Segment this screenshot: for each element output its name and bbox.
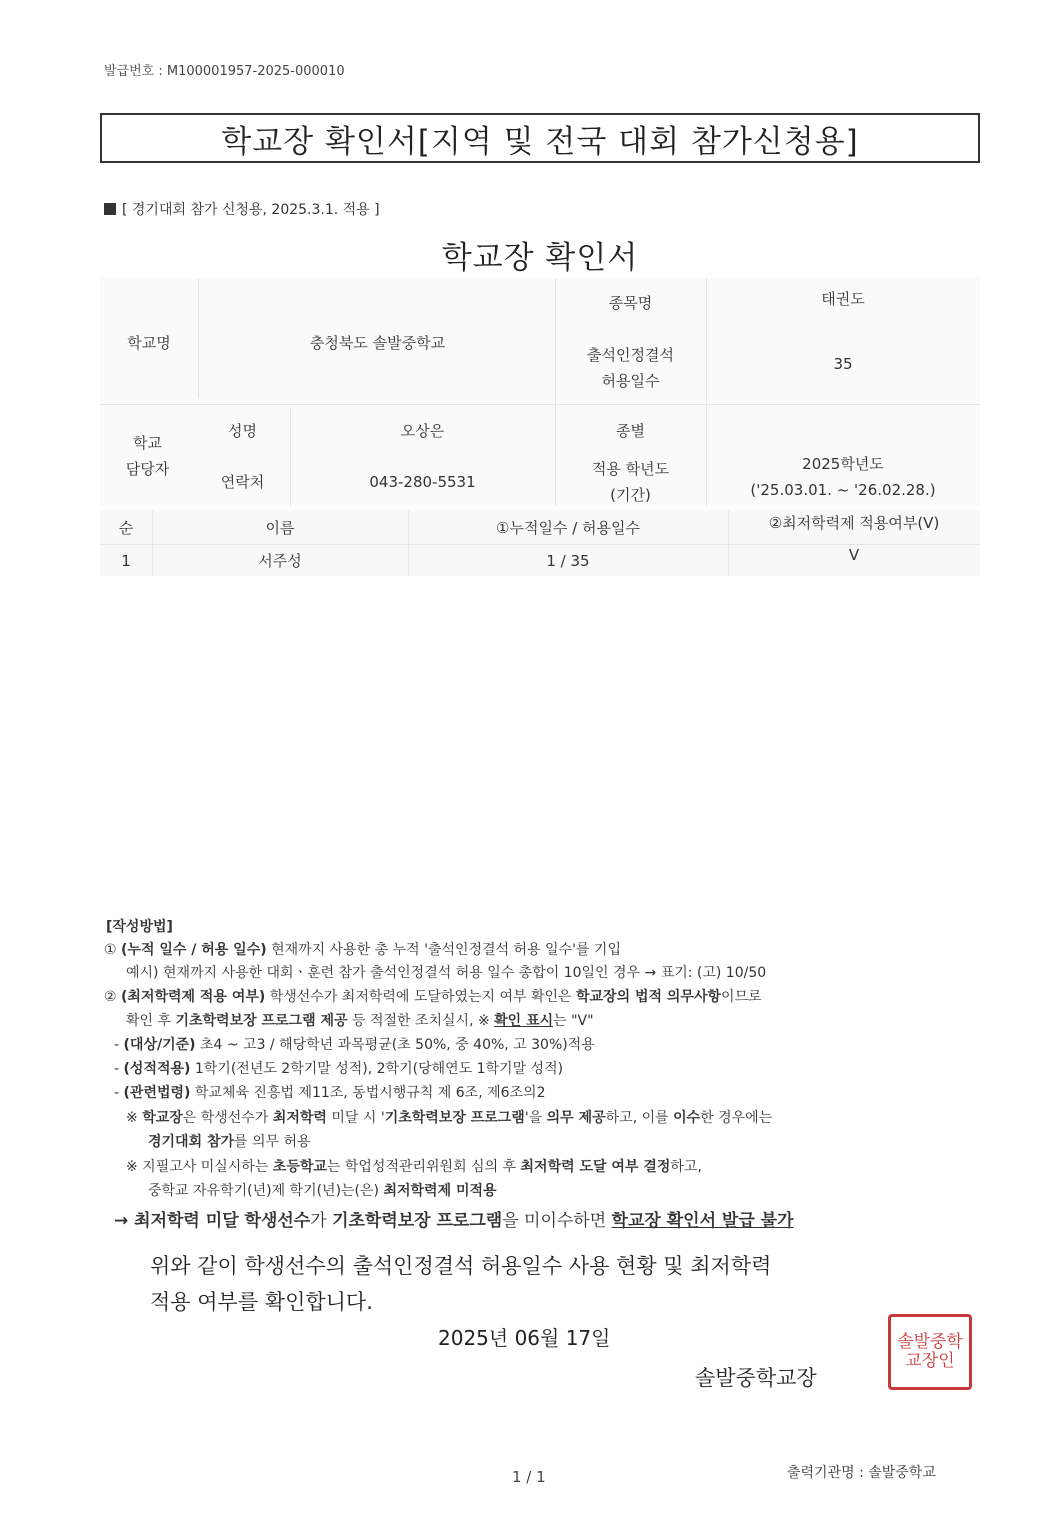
method-line-12: → 최저학력 미달 학생선수가 기초학력보장 프로그램을 미이수하면 학교장 확인서 발급 불가 [114, 1211, 794, 1231]
school-year-label-line2: (기간) [610, 486, 651, 504]
confirmation-statement [150, 1248, 771, 1320]
allowed-days-label-line2: 허용일수 [601, 372, 660, 390]
issuing-organization: 출력기관명 : 솔발중학교 [787, 1465, 936, 1481]
manager-name-value: 오상은 [400, 422, 445, 440]
application-note [104, 199, 380, 219]
sport-value: 태권도 [821, 290, 865, 308]
method-line-3: ② (최저학력제 적용 여부) 학생선수가 최저학력에 도달하였는지 여부 확인은 학교장의 법적 의무사항이므로 [104, 989, 762, 1005]
sport-label: 종목명 [608, 294, 653, 312]
row-days: 1 / 35 [546, 552, 590, 570]
allowed-days-value: 35 [833, 355, 853, 373]
issue-number: 발급번호 : M100001957-2025-000010 [104, 64, 345, 79]
school-info-table [100, 278, 980, 506]
method-line-11: 중학교 자유학기(년)제 학기(년)는(은) 최저학력제 미적용 [148, 1183, 497, 1199]
school-manager-label-line2: 담당자 [125, 460, 170, 478]
school-manager-label [100, 430, 195, 482]
page-number: 1 / 1 [512, 1468, 546, 1486]
principal-signature: 솔발중학교장 [695, 1366, 817, 1390]
student-list-table [100, 510, 980, 576]
category-label: 종별 [616, 422, 645, 440]
method-line-5: - (대상/기준) 초4 ~ 고3 / 해당학년 과목평균(초 50%, 중 40%, 고 30%)적용 [114, 1037, 595, 1053]
page-title: 학교장 확인서 [441, 240, 639, 276]
header-min-academic: ②최저학력제 적용여부(V) [768, 514, 940, 532]
school-year-label-line1: 적용 학년도 [591, 460, 670, 478]
school-manager-label-line1: 학교 [133, 434, 162, 452]
official-seal: 솔발중학교장인 [888, 1314, 972, 1390]
issue-date: 2025년 06월 17일 [438, 1326, 611, 1350]
method-line-8: ※ 학교장은 학생선수가 최저학력 미달 시 '기초학력보장 프로그램'을 의무 제공하고, 이를 이수한 경우에는 [126, 1110, 773, 1126]
method-heading: [작성방법] [106, 919, 173, 935]
school-year-value [706, 451, 980, 503]
row-name: 서주성 [258, 552, 302, 570]
method-line-4: 확인 후 기초학력보장 프로그램 제공 등 적절한 조치실시, ※ 확인 표시는 "V" [126, 1013, 594, 1029]
school-name-value: 충청북도 솔발중학교 [309, 334, 446, 352]
school-year-value-line1: 2025학년도 [802, 455, 884, 473]
method-line-6: - (성적적용) 1학기(전년도 2학기말 성적), 2학기(당해연도 1학기말 성적) [114, 1061, 564, 1077]
square-bullet-icon [104, 203, 116, 215]
row-no: 1 [121, 552, 131, 570]
manager-name-label: 성명 [228, 422, 257, 440]
method-line-9: 경기대회 참가를 의무 허용 [148, 1134, 311, 1150]
allowed-days-label-line1: 출석인정결석 [587, 346, 674, 364]
row-applied: V [848, 546, 860, 564]
school-year-label [555, 456, 706, 508]
application-note-text: [ 경기대회 참가 신청용, 2025.3.1. 적용 ] [122, 202, 380, 218]
contact-value: 043-280-5531 [369, 473, 476, 491]
confirmation-line-1: 위와 같이 학생선수의 출석인정결석 허용일수 사용 현황 및 최저학력 [150, 1254, 772, 1278]
method-line-2: 예시) 현재까지 사용한 대회ㆍ훈련 참가 출석인정결석 허용 일수 총합이 10일인 경우 → 표기: (고) 10/50 [126, 965, 767, 981]
header-days: ①누적일수 / 허용일수 [496, 519, 640, 537]
method-line-10: ※ 지필고사 미실시하는 초등학교는 학업성적관리위원회 심의 후 최저학력 도달 여부 결정하고, [126, 1159, 702, 1175]
confirmation-line-2: 적용 여부를 확인합니다. [150, 1290, 373, 1314]
header-name: 이름 [265, 519, 295, 537]
school-year-value-line2: ('25.03.01. ~ '26.02.28.) [750, 481, 936, 499]
method-line-7: - (관련법령) 학교체육 진흥법 제11조, 동법시행규칙 제 6조, 제6조의2 [114, 1085, 546, 1101]
header-no: 순 [118, 519, 134, 537]
allowed-days-label [555, 342, 706, 394]
school-name-label: 학교명 [127, 334, 171, 352]
document-heading-box: 학교장 확인서[지역 및 전국 대회 참가신청용] [100, 113, 980, 163]
contact-label: 연락처 [220, 473, 265, 491]
method-line-1: ① (누적 일수 / 허용 일수) 현재까지 사용한 총 누적 '출석인정결석 허용 일수'를 기입 [104, 942, 621, 958]
